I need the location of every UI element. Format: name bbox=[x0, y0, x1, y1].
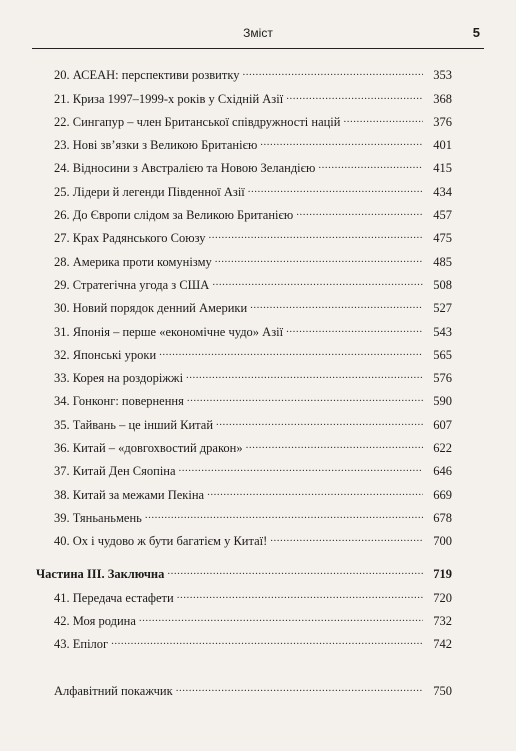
leader-dots bbox=[246, 440, 423, 456]
toc-entry-title: 23. Нові зв’язки з Великою Британією bbox=[36, 137, 259, 153]
toc-entry[interactable] bbox=[36, 316, 452, 339]
toc-entry-title: 41. Передача естафети bbox=[36, 590, 176, 606]
toc-entry-page: 607 bbox=[433, 417, 452, 432]
toc-entry-title: 32. Японські уроки bbox=[36, 347, 158, 363]
toc-entry-title: 22. Сингапур – член Британської співдружності націй bbox=[36, 114, 342, 130]
toc-entry[interactable] bbox=[36, 526, 452, 549]
running-header-title: Зміст bbox=[243, 26, 273, 40]
toc-part-page: 719 bbox=[433, 567, 452, 582]
leader-dots bbox=[296, 207, 423, 223]
toc-entry[interactable] bbox=[36, 363, 452, 386]
leader-dots bbox=[145, 510, 423, 526]
toc-entry-page: 368 bbox=[433, 91, 452, 106]
toc-entry-title: 38. Китай за межами Пекіна bbox=[36, 487, 206, 503]
toc-entry[interactable] bbox=[36, 176, 452, 199]
toc-entry-title: 43. Епілог bbox=[36, 636, 110, 652]
leader-dots bbox=[209, 230, 423, 246]
toc-index-entry[interactable] bbox=[36, 676, 452, 699]
leader-dots bbox=[186, 370, 423, 386]
toc-entry-page: 565 bbox=[433, 347, 452, 362]
toc-entry-title: 29. Стратегічна угода з США bbox=[36, 277, 211, 293]
toc-entry[interactable] bbox=[36, 479, 452, 502]
toc-entry[interactable] bbox=[36, 293, 452, 316]
leader-dots bbox=[111, 636, 423, 652]
toc-entry-title: 40. Ох і чудово ж бути багатієм у Китаї! bbox=[36, 533, 269, 549]
leader-dots bbox=[207, 487, 423, 503]
toc-entry[interactable] bbox=[36, 107, 452, 130]
leader-dots bbox=[176, 683, 423, 699]
toc-index-page: 750 bbox=[433, 684, 452, 699]
toc-entry-title: 28. Америка проти комунізму bbox=[36, 254, 214, 270]
toc-entry[interactable] bbox=[36, 130, 452, 153]
toc-entry[interactable] bbox=[36, 246, 452, 269]
toc-entry[interactable] bbox=[36, 433, 452, 456]
leader-dots bbox=[187, 393, 423, 409]
toc-entry-title: 21. Криза 1997–1999-х років у Східній Азії bbox=[36, 91, 285, 107]
toc-entry[interactable] bbox=[36, 629, 452, 652]
toc-entry-page: 576 bbox=[433, 371, 452, 386]
toc-entry[interactable] bbox=[36, 456, 452, 479]
leader-dots bbox=[260, 137, 423, 153]
toc-entry-page: 376 bbox=[433, 114, 452, 129]
chapter-list bbox=[36, 60, 452, 549]
toc-entry-title: 39. Тяньаньмень bbox=[36, 510, 144, 526]
leader-dots bbox=[159, 347, 423, 363]
toc-entry-title: 27. Крах Радянського Союзу bbox=[36, 230, 208, 246]
leader-dots bbox=[343, 114, 423, 130]
toc-entry[interactable] bbox=[36, 606, 452, 629]
toc-entry[interactable] bbox=[36, 60, 452, 83]
toc-entry-page: 457 bbox=[433, 208, 452, 223]
page-number: 5 bbox=[472, 25, 480, 40]
leader-dots bbox=[270, 533, 423, 549]
leader-dots bbox=[286, 324, 423, 340]
toc-entry[interactable] bbox=[36, 582, 452, 605]
toc-entry-page: 742 bbox=[433, 637, 452, 652]
toc-entry-title: 31. Японія – перше «економічне чудо» Азії bbox=[36, 324, 285, 340]
toc-entry-title: 36. Китай – «довгохвостий дракон» bbox=[36, 440, 245, 456]
toc-entry-title: 42. Моя родина bbox=[36, 613, 138, 629]
leader-dots bbox=[167, 566, 423, 582]
leader-dots bbox=[216, 417, 423, 433]
leader-dots bbox=[286, 91, 423, 107]
toc-entry-page: 485 bbox=[433, 254, 452, 269]
toc-entry[interactable] bbox=[36, 223, 452, 246]
toc-index-title: Алфавітний покажчик bbox=[36, 683, 175, 699]
toc-entry-title: 34. Гонконг: повернення bbox=[36, 393, 186, 409]
toc-part-title: Частина III. Заключна bbox=[36, 567, 165, 582]
toc-entry-page: 720 bbox=[433, 590, 452, 605]
toc-part-entry[interactable] bbox=[36, 558, 452, 582]
toc-entry-page: 543 bbox=[433, 324, 452, 339]
toc-entry[interactable] bbox=[36, 270, 452, 293]
toc-entry-page: 508 bbox=[433, 277, 452, 292]
toc-entry-page: 527 bbox=[433, 301, 452, 316]
toc-entry-page: 415 bbox=[433, 161, 452, 176]
toc-entry-title: 25. Лідери й легенди Південної Азії bbox=[36, 184, 247, 200]
running-header bbox=[32, 24, 484, 49]
toc-entry-page: 622 bbox=[433, 441, 452, 456]
table-of-contents bbox=[36, 60, 452, 699]
toc-entry-title: 33. Корея на роздоріжжі bbox=[36, 370, 185, 386]
toc-entry-title: 24. Відносини з Австралією та Новою Зеландією bbox=[36, 160, 317, 176]
toc-entry[interactable] bbox=[36, 153, 452, 176]
toc-entry-page: 678 bbox=[433, 510, 452, 525]
toc-entry[interactable] bbox=[36, 386, 452, 409]
toc-entry[interactable] bbox=[36, 200, 452, 223]
toc-entry-page: 475 bbox=[433, 231, 452, 246]
toc-entry[interactable] bbox=[36, 409, 452, 432]
toc-entry[interactable] bbox=[36, 83, 452, 106]
toc-entry-page: 401 bbox=[433, 138, 452, 153]
leader-dots bbox=[139, 613, 423, 629]
toc-entry-page: 700 bbox=[433, 534, 452, 549]
leader-dots bbox=[179, 463, 423, 479]
leader-dots bbox=[177, 590, 423, 606]
toc-entry-page: 646 bbox=[433, 464, 452, 479]
part-chapter-list bbox=[36, 582, 452, 652]
leader-dots bbox=[242, 67, 423, 83]
toc-entry[interactable] bbox=[36, 340, 452, 363]
toc-entry-page: 732 bbox=[433, 613, 452, 628]
toc-entry-title: 30. Новий порядок денний Америки bbox=[36, 300, 249, 316]
toc-entry-page: 353 bbox=[433, 68, 452, 83]
leader-dots bbox=[250, 300, 423, 316]
toc-entry[interactable] bbox=[36, 503, 452, 526]
toc-entry-title: 37. Китай Ден Сяопіна bbox=[36, 463, 178, 479]
leader-dots bbox=[318, 160, 423, 176]
toc-entry-title: 26. До Європи слідом за Великою Британією bbox=[36, 207, 295, 223]
toc-entry-title: 35. Тайвань – це інший Китай bbox=[36, 417, 215, 433]
toc-entry-page: 590 bbox=[433, 394, 452, 409]
leader-dots bbox=[215, 254, 423, 270]
toc-entry-page: 669 bbox=[433, 487, 452, 502]
leader-dots bbox=[212, 277, 423, 293]
leader-dots bbox=[248, 184, 423, 200]
toc-entry-title: 20. АСЕАН: перспективи розвитку bbox=[36, 67, 241, 83]
toc-entry-page: 434 bbox=[433, 184, 452, 199]
